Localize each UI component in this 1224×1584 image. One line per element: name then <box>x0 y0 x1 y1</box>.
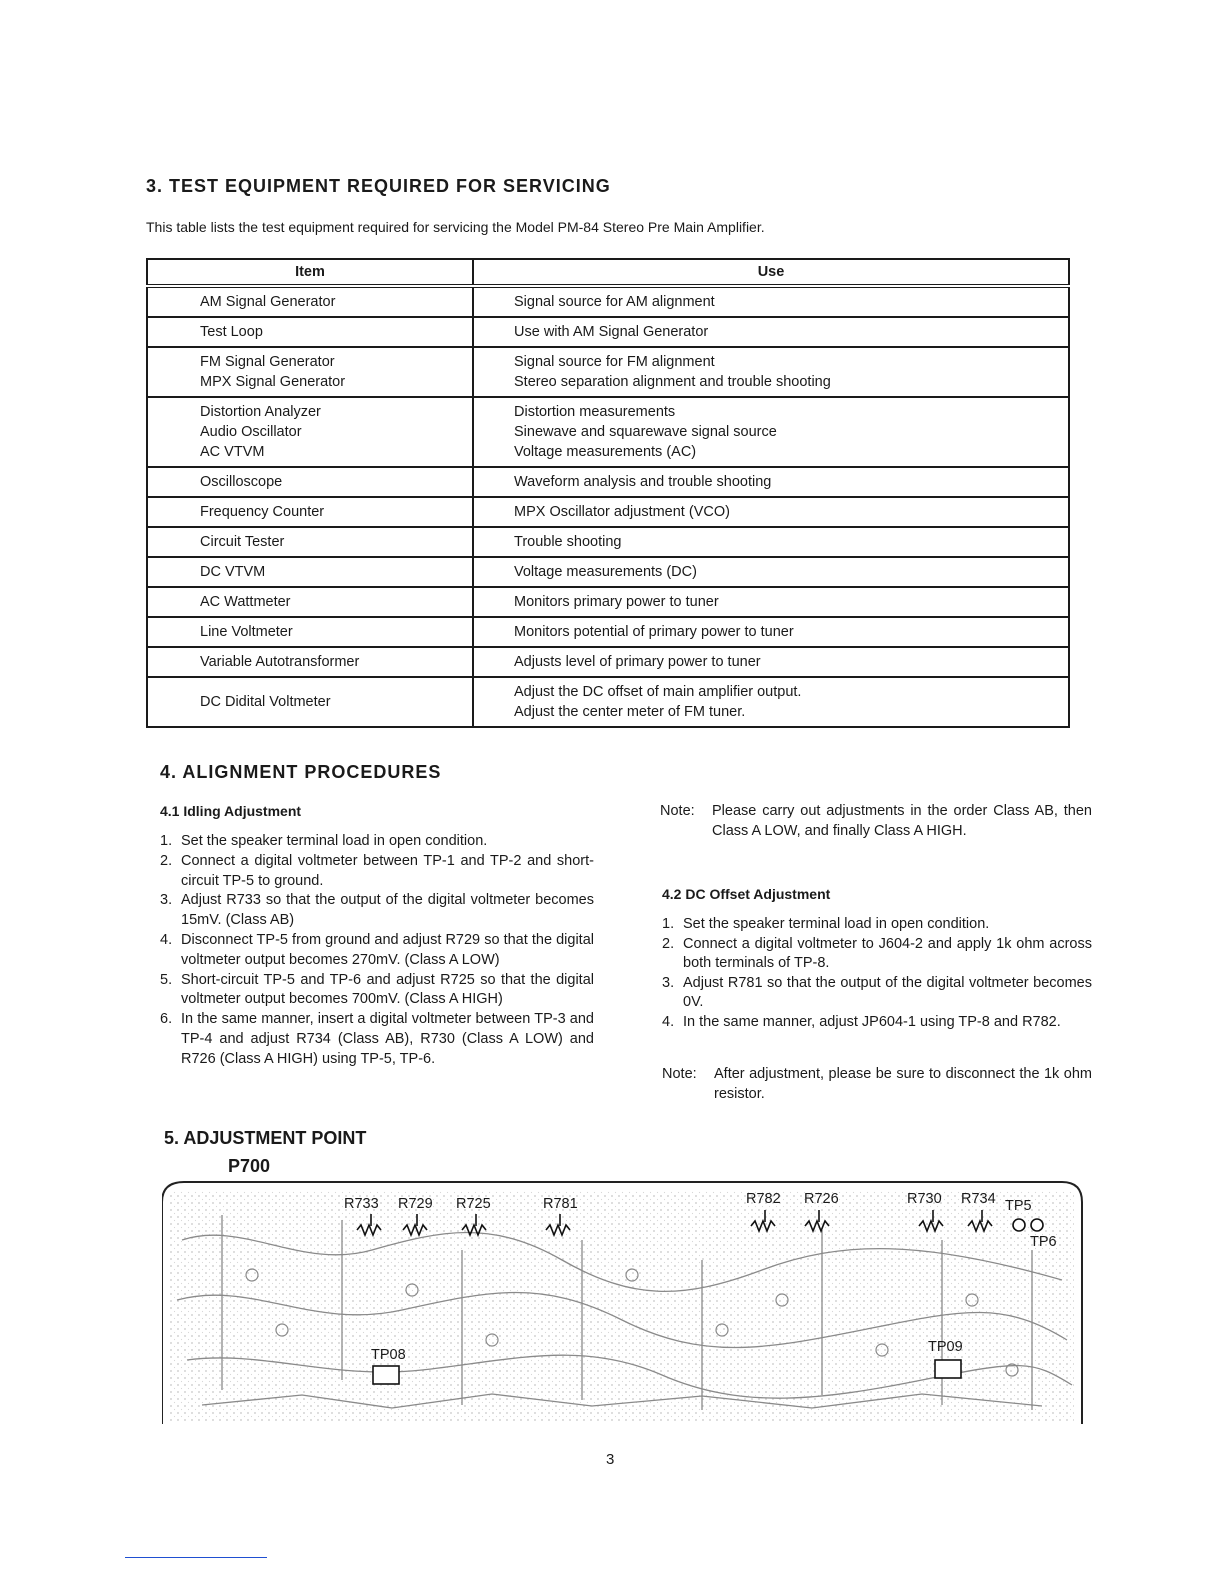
header-item: Item <box>147 259 473 286</box>
use-cell: MPX Oscillator adjustment (VCO) <box>473 497 1069 527</box>
item-cell: Circuit Tester <box>147 527 473 557</box>
table-row <box>147 587 1069 617</box>
item-cell: AC Wattmeter <box>147 587 473 617</box>
table-row <box>147 557 1069 587</box>
r725-label: R725 <box>456 1196 491 1212</box>
board-name: P700 <box>228 1156 271 1176</box>
test-equipment-table <box>146 258 1070 728</box>
tp6-terminal-icon <box>1031 1219 1043 1231</box>
item-cell: AM Signal Generator <box>147 286 473 317</box>
adjustment-order-note: Note: Please carry out adjustments in the order Class AB, then Class A LOW, and finally Class A HIGH. <box>660 803 1092 839</box>
table-row <box>147 347 1069 397</box>
use-cell: Distortion measurements Sinewave and squarewave signal source Voltage measurements (AC) <box>473 397 1069 467</box>
r730-label: R730 <box>907 1191 942 1207</box>
section-5-heading: 5. ADJUSTMENT POINT <box>164 1128 367 1148</box>
table-header-row <box>147 259 1069 286</box>
table-row <box>147 467 1069 497</box>
dc-offset-steps-list <box>662 915 1092 1033</box>
board-texture <box>170 1190 1074 1422</box>
item-cell: Test Loop <box>147 317 473 347</box>
table-row <box>147 286 1069 317</box>
list-item: 2. Connect a digital voltmeter between TP-1 and TP-2 and short-circuit TP-5 to ground. <box>160 852 594 889</box>
pcb-diagram <box>162 1180 1084 1424</box>
item-cell: DC VTVM <box>147 557 473 587</box>
table-row <box>147 617 1069 647</box>
dc-offset-adjustment-title: 4.2 DC Offset Adjustment <box>662 886 831 902</box>
idling-steps-list <box>160 832 594 1070</box>
table-row <box>147 397 1069 467</box>
pcb-artwork <box>162 1180 1084 1424</box>
r726-label: R726 <box>804 1191 839 1207</box>
footer-rule <box>125 1557 267 1558</box>
r733-label: R733 <box>344 1196 379 1212</box>
list-item: 6. In the same manner, insert a digital voltmeter between TP-3 and TP-4 and adjust R734 (Class AB), R730 (Class A LOW) and R726 (Class A HIGH) using TP-5, TP-6. <box>160 1011 594 1067</box>
use-cell: Signal source for FM alignment Stereo separation alignment and trouble shooting <box>473 347 1069 397</box>
item-cell: FM Signal Generator MPX Signal Generator <box>147 347 473 397</box>
list-item: 1. Set the speaker terminal load in open condition. <box>160 833 488 849</box>
use-cell: Monitors primary power to tuner <box>473 587 1069 617</box>
r782-label: R782 <box>746 1191 781 1207</box>
idling-adjustment-title: 4.1 Idling Adjustment <box>160 803 302 819</box>
r734-label: R734 <box>961 1191 996 1207</box>
table-row <box>147 647 1069 677</box>
list-item: 3. Adjust R733 so that the output of the digital voltmeter becomes 15mV. (Class AB) <box>160 892 594 929</box>
list-item: 5. Short-circuit TP-5 and TP-6 and adjust R725 so that the digital voltmeter output becomes 700mV. (Class A HIGH) <box>160 971 594 1008</box>
tp6-label: TP6 <box>1030 1234 1057 1250</box>
use-cell: Use with AM Signal Generator <box>473 317 1069 347</box>
use-cell: Waveform analysis and trouble shooting <box>473 467 1069 497</box>
tp5-terminal-icon <box>1013 1219 1025 1231</box>
table-row <box>147 527 1069 557</box>
list-item: 1. Set the speaker terminal load in open condition. <box>662 916 990 932</box>
tp08-label: TP08 <box>371 1347 406 1363</box>
item-cell: Line Voltmeter <box>147 617 473 647</box>
item-cell: Frequency Counter <box>147 497 473 527</box>
item-cell: Distortion Analyzer Audio Oscillator AC VTVM <box>147 397 473 467</box>
use-cell: Monitors potential of primary power to tuner <box>473 617 1069 647</box>
tp5-label: TP5 <box>1005 1198 1032 1214</box>
section-3-heading: 3. TEST EQUIPMENT REQUIRED FOR SERVICING <box>146 176 611 196</box>
use-cell: Adjusts level of primary power to tuner <box>473 647 1069 677</box>
list-item: 4. In the same manner, adjust JP604-1 using TP-8 and R782. <box>662 1013 1061 1030</box>
list-item: 2. Connect a digital voltmeter to J604-2 and apply 1k ohm across both terminals of TP-8. <box>662 935 1092 972</box>
item-cell: Oscilloscope <box>147 467 473 497</box>
section-4-heading: 4. ALIGNMENT PROCEDURES <box>160 762 442 782</box>
section-3-intro: This table lists the test equipment required for servicing the Model PM-84 Stereo Pre Main Amplifier. <box>146 219 765 235</box>
table-row <box>147 497 1069 527</box>
tp09-label: TP09 <box>928 1339 963 1355</box>
r781-label: R781 <box>543 1196 578 1212</box>
table-row <box>147 677 1069 727</box>
item-cell: DC Didital Voltmeter <box>147 677 473 727</box>
tp08-terminal-icon <box>373 1366 399 1384</box>
use-cell: Signal source for AM alignment <box>473 286 1069 317</box>
use-cell: Voltage measurements (DC) <box>473 557 1069 587</box>
table-row <box>147 317 1069 347</box>
list-item: 4. Disconnect TP-5 from ground and adjust R729 so that the digital voltmeter output becomes 270mV. (Class A LOW) <box>160 931 594 968</box>
disconnect-resistor-note: Note: After adjustment, please be sure to disconnect the 1k ohm resistor. <box>662 1066 1092 1102</box>
tp09-terminal-icon <box>935 1360 961 1378</box>
header-use: Use <box>473 259 1069 286</box>
item-cell: Variable Autotransformer <box>147 647 473 677</box>
page-number: 3 <box>606 1451 615 1468</box>
use-cell: Trouble shooting <box>473 527 1069 557</box>
list-item: 3. Adjust R781 so that the output of the digital voltmeter becomes 0V. <box>662 974 1092 1011</box>
use-cell: Adjust the DC offset of main amplifier output. Adjust the center meter of FM tuner. <box>514 684 802 720</box>
r729-label: R729 <box>398 1196 433 1212</box>
